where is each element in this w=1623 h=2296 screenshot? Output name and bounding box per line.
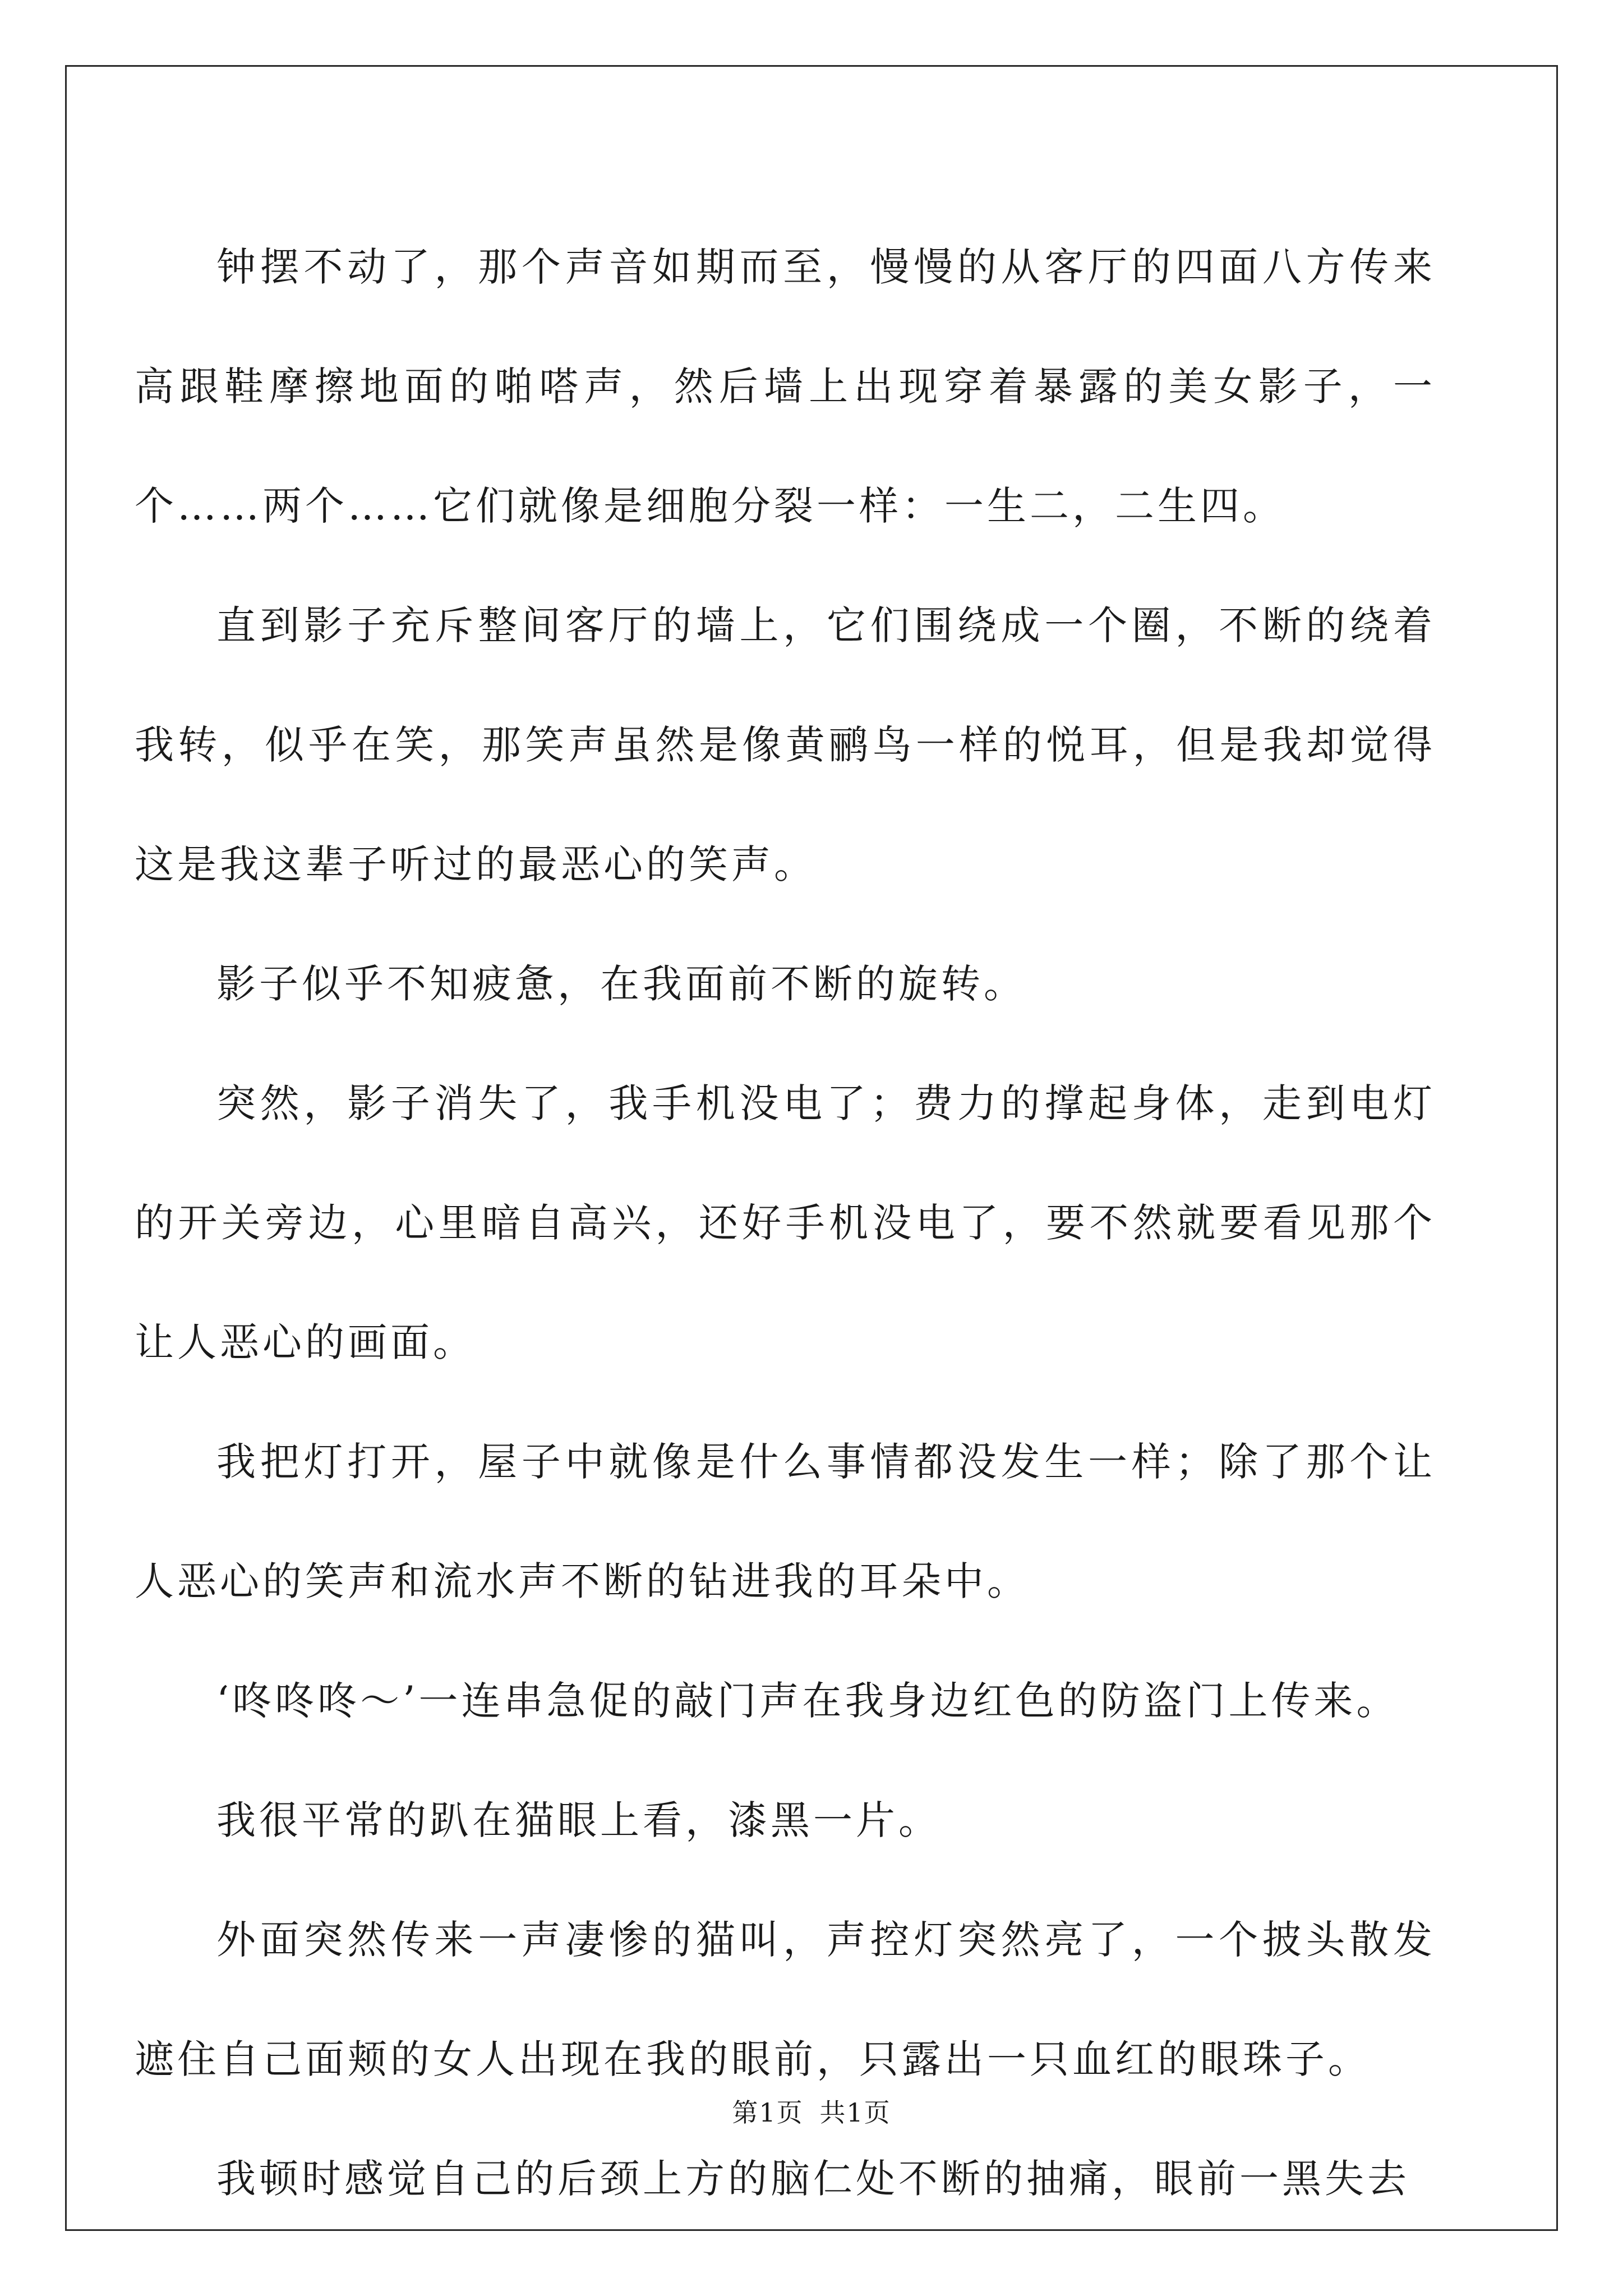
page-footer [0,2092,1623,2129]
paragraph: 我很平常的趴在猫眼上看，漆黑一片。 [216,1797,941,1843]
page-number: 第1页 [732,2097,804,2128]
page-total: 共1页 [819,2097,891,2128]
paragraph: 外面突然传来一声凄惨的猫叫，声控灯突然亮了，一个披头散发遮住自己面颊的女人出现在我的眼前，只露出一只血红的眼珠子。 [135,1917,1436,2082]
paragraph: 影子似乎不知疲惫，在我面前不断的旋转。 [216,961,1026,1007]
paragraph: ‘咚咚咚～’一连串急促的敲门声在我身边红色的防盗门上传来。 [216,1678,1399,1724]
paragraph: 直到影子充斥整间客厅的墙上，它们围绕成一个圈，不断的绕着我转，似乎在笑，那笑声虽然是像黄鹂鸟一样的悦耳，但是我却觉得这是我这辈子听过的最恶心的笑声。 [135,602,1436,887]
paragraph: 我顿时感觉自己的后颈上方的脑仁处不断的抽痛，眼前一黑失去 [216,2156,1410,2202]
paragraph: 突然，影子消失了，我手机没电了；费力的撑起身体，走到电灯的开关旁边，心里暗自高兴，还好手机没电了，要不然就要看见那个让人恶心的画面。 [135,1080,1436,1365]
paragraph: 钟摆不动了，那个声音如期而至，慢慢的从客厅的四面八方传来高跟鞋摩擦地面的啪嗒声，然后墙上出现穿着暴露的美女影子，一个……两个……它们就像是细胞分裂一样：一生二，二生四。 [135,244,1436,529]
paragraph: 我把灯打开，屋子中就像是什么事情都没发生一样；除了那个让人恶心的笑声和流水声不断的钻进我的耳朵中。 [135,1439,1436,1604]
document-body [135,208,1436,2239]
